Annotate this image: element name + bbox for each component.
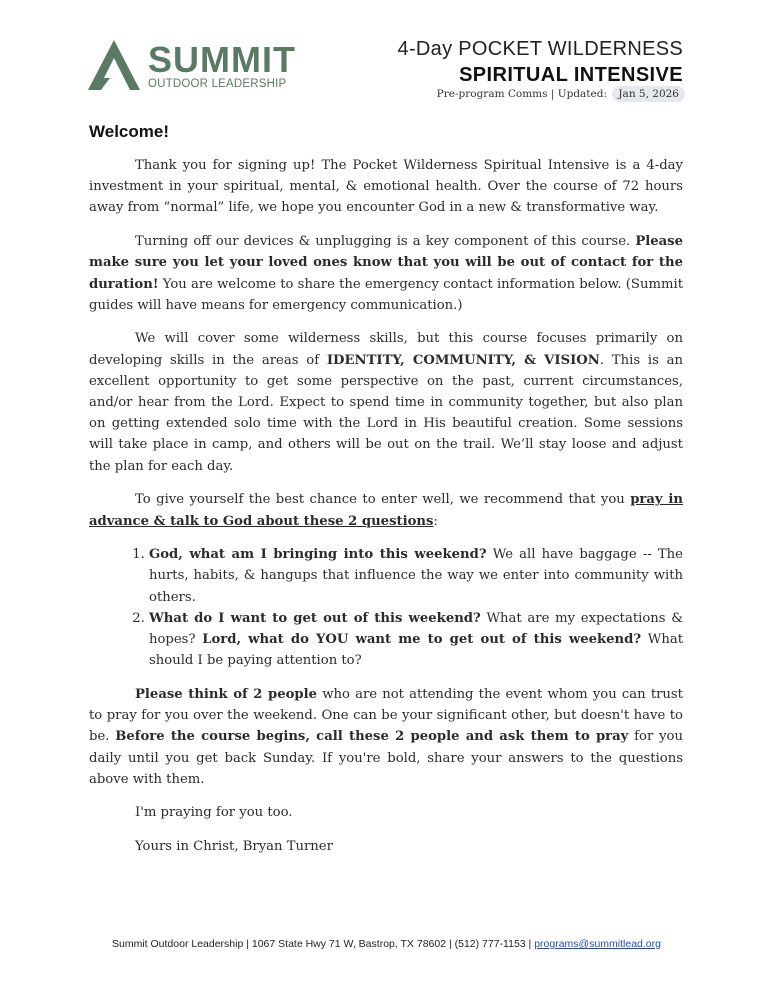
paragraph-intro: Thank you for signing up! The Pocket Wilderness Spiritual Intensive is a 4-day investment in your spiritual, mental, & emotional health. Over the course of 72 hours away from “normal” life, we hope you encounter God in a new & transformative way. bbox=[89, 158, 683, 216]
signature-line: Yours in Christ, Bryan Turner bbox=[135, 839, 333, 855]
pray-emphasis: pray in advance & talk to God about these 2 questions bbox=[89, 492, 683, 529]
welcome-heading: Welcome! bbox=[89, 122, 169, 141]
page-footer bbox=[0, 938, 773, 950]
letter-body bbox=[89, 155, 683, 870]
program-title-line1: 4-Day POCKET WILDERNESS bbox=[397, 38, 683, 60]
paragraph-prayer-partners: Please think of 2 people who are not attending the event whom you can trust to pray for you over the weekend. One can be your significant other, but doesn't have to be. Before the course begins, call these 2 people and ask them to pray for you daily until you get back Sunday. If you're bold, share your answers to the questions above with them. bbox=[89, 686, 683, 787]
logo-subtitle: OUTDOOR LEADERSHIP bbox=[148, 78, 287, 90]
date-chip[interactable]: Jan 5, 2026 bbox=[612, 86, 685, 102]
updated-meta bbox=[437, 88, 685, 100]
list-item: 2. What do I want to get out of this weekend? What are my expectations & hopes? Lord, what do YOU want me to get out of this weekend? What should I be paying attention to? bbox=[149, 608, 683, 672]
footer-contact: Summit Outdoor Leadership | 1067 State Hwy 71 W, Bastrop, TX 78602 | (512) 777-1153 | bbox=[112, 938, 535, 950]
closing-line: I'm praying for you too. bbox=[135, 805, 293, 821]
focus-areas: IDENTITY, COMMUNITY, & VISION bbox=[326, 352, 600, 368]
unplug-emphasis: Please make sure you let your loved ones know that you will be out of contact for the duration! bbox=[89, 234, 683, 292]
meta-label: Pre-program Comms | Updated: bbox=[436, 88, 607, 100]
email-link[interactable]: programs@summitlead.org bbox=[534, 938, 661, 950]
mountain-logo-icon bbox=[88, 38, 146, 93]
questions-list bbox=[89, 544, 683, 671]
paragraph-unplug: Turning off our devices & unplugging is a key component of this course. Please make sure you let your loved ones know that you will be out of contact for the duration! You are welcome to share the emergency contact information below. (Summit guides will have means for emergency communication.) bbox=[89, 234, 683, 313]
program-title-line2: SPIRITUAL INTENSIVE bbox=[459, 64, 683, 86]
paragraph-skills: We will cover some wilderness skills, but this course focuses primarily on developing skills in the areas of IDENTITY, COMMUNITY, & VISION. This is an excellent opportunity to get some perspective on the past, current circumstances, and/or hear from the Lord. Expect to spend time in community together, but also plan on getting extended solo time with the Lord in His beautiful creation. Some sessions will take place in camp, and others will be out on the trail. We’ll stay loose and adjust the plan for each day. bbox=[89, 331, 683, 474]
summit-logo bbox=[88, 38, 308, 93]
list-item: 1. God, what am I bringing into this weekend? We all have baggage -- The hurts, habits, & hangups that influence the way we enter into community with others. bbox=[149, 544, 683, 608]
paragraph-prepare: To give yourself the best chance to enter well, we recommend that you pray in advance & talk to God about these 2 questions: bbox=[89, 492, 683, 529]
logo-wordmark: SUMMIT bbox=[148, 39, 296, 80]
